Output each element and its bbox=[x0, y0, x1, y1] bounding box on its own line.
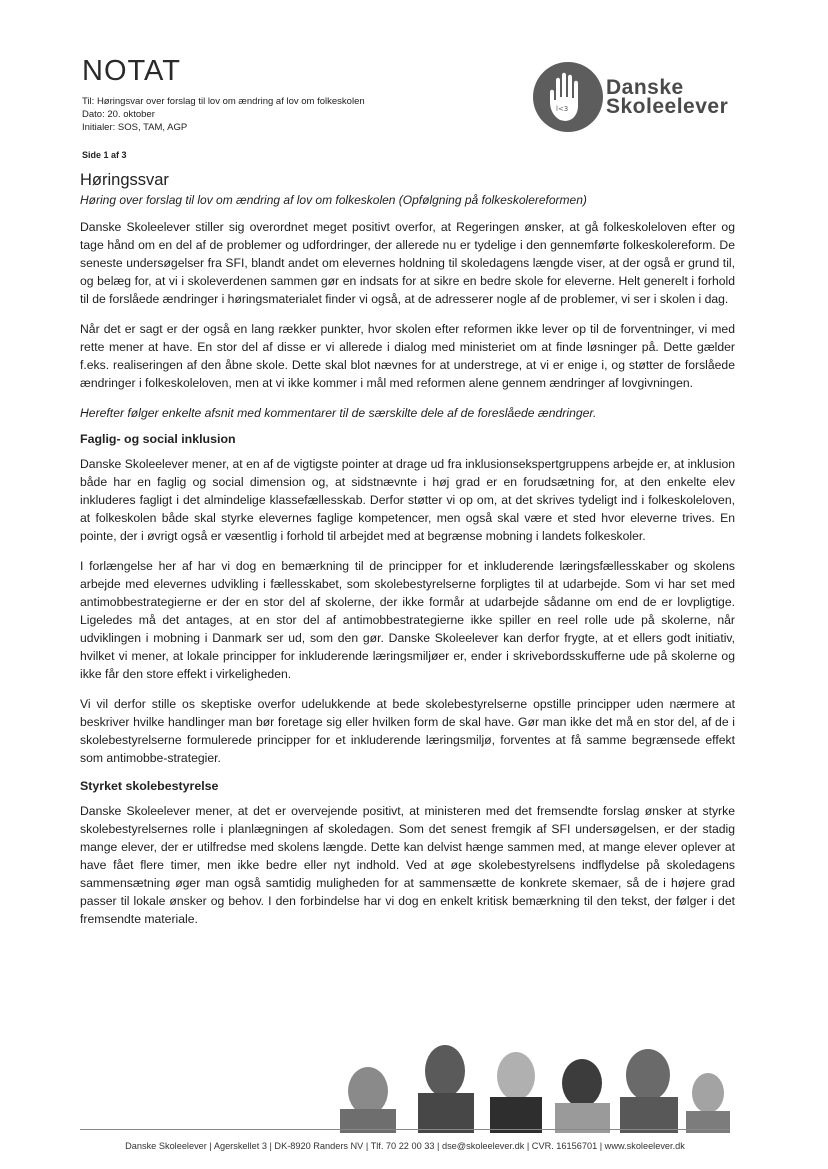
student-figure bbox=[418, 1093, 474, 1133]
paragraph-school-board: Danske Skoleelever mener, at det er overvejende positivt, at ministeren med det fremsendte forslag ønsker at styrke skolebestyrelsernes rolle i planlægningen af skoledagen. Som det senest fremgik af SFI undersøgelsen, er der stadig mange elever, der er utilfredse med skolens længde. Dette kan delvist hænge sammen med, at mange elever oplever at have fået flere timer, men ikke bedre eller nyt indhold. Ved at øge skolebestyrelsens indflydelse på skoledagens sammensætning øger man også samtidig muligheden for at sammensætte de konkrete skemaer, så de i højere grad passer til lokale ønsker og behov. I den forbindelse har vi dog en enkelt kritisk bemærkning til den tekst, der følger i det fremsendte materiale. bbox=[80, 804, 735, 926]
paragraph-intro: Danske Skoleelever stiller sig overordnet meget positivt overfor, at Regeringen ønsker, at gå folkeskoleloven efter og tage hånd om en del af de problemer og udfordringer, der allerede nu er tydelige i den gennemførte folkeskolereform. De seneste undersøgelser fra SFI, blandt andet om elevernes holdning til skoledagens længde viser, at der også er grund til, og belæg for, at vi i skoleverdenen sammen gør en indsats for at sikre en bedre skole for eleverne. Helt generelt i forhold til de forslåede ændringer i høringsmaterialet finder vi også, at de adresserer nogle af de problemer, vi ser i skolen i dag. bbox=[80, 220, 735, 306]
memo-to-line: Til: Høringsvar over forslag til lov om ændring af lov om folkeskolen bbox=[82, 96, 365, 107]
memo-initials-line: Initialer: SOS, TAM, AGP bbox=[82, 122, 188, 134]
paragraph-note: Herefter følger enkelte afsnit med kommentarer til de særskilte dele af de foreslåede ændringer. bbox=[80, 406, 597, 420]
paragraph-inclusion-1: Danske Skoleelever mener, at en af de vigtigste pointer at drage ud fra inklusionsekspertgruppens arbejde er, at inklusion både har en faglig og social dimension og, at sidstnævnte i høj grad er en forudsætning for, at den enkelte elev inkluderes fagligt i det almindelige klassefællesskab. Derfor støtter vi op om, at det skrives tydeligt ind i folkeskoleloven, at folkeskolen både skal styrke elevernes faglige kompetencer, men også skal være et sted hvor eleverne trives. En pointe, der i øvrigt også er væsentlig i forhold til arbejdet med at begrænse mobning i landets folkeskoler. bbox=[80, 457, 735, 543]
organization-logo bbox=[533, 62, 763, 134]
document-body bbox=[80, 171, 735, 940]
students-photo-strip bbox=[330, 1033, 730, 1133]
logo-circle bbox=[533, 62, 603, 132]
students-photo bbox=[330, 1033, 730, 1133]
hand-icon bbox=[533, 62, 603, 132]
document-title: NOTAT bbox=[82, 55, 181, 87]
paragraph-inclusion-3: Vi vil derfor stille os skeptiske overfor udelukkende at bede skolebestyrelserne opstille principper uden nærmere at beskriver hvilke handlinger man bør foretage sig eller hvilken form de skal have. Gør man ikke det må en stor del, af de i skolebestyrelserne formulerede principper for et inkluderende læringsmiljø, forventes at få samme begrænsede effekt som antimobbe-strategier. bbox=[80, 697, 735, 765]
student-figure bbox=[620, 1097, 678, 1133]
section-title: Høringssvar bbox=[80, 171, 169, 189]
section-subtitle: Høring over forslag til lov om ændring af lov om folkeskolen (Opfølgning på folkeskolereformen) bbox=[80, 193, 587, 207]
student-figure bbox=[425, 1045, 465, 1097]
memo-meta bbox=[82, 95, 365, 135]
heading-inclusion: Faglig- og social inklusion bbox=[80, 432, 236, 446]
student-figure bbox=[490, 1097, 542, 1133]
paragraph-inclusion-2: I forlængelse her af har vi dog en bemærkning til de principper for et inkluderende læringsfællesskaber og skolens arbejde med elevernes udvikling i fællesskabet, som skolebestyrelserne forpligtes til at udarbejde. Som vi har set med antimobbestrategierne er der en stor del af skolerne, der ikke formår at udarbejde sådanne om end de er lovpligtige. Ligeledes må det antages, at en stor del af antimobbestrategierne ikke spiller en reel rolle ude på skolerne, når udviklingen i mobning i Danmark ser ud, som den gør. Danske Skoleelever kan derfor frygte, at et ellers godt initiativ, hvilket vi mener, at lokale principper for inkluderende læringsmiljøer er, ender i skrivebordsskufferne ude på skolerne og ikke får den store effekt i virkeligheden. bbox=[80, 559, 735, 681]
page-number: Side 1 af 3 bbox=[82, 150, 127, 160]
footer-divider bbox=[80, 1129, 730, 1130]
student-figure bbox=[497, 1052, 535, 1100]
student-figure bbox=[562, 1059, 602, 1107]
logo-text bbox=[606, 78, 728, 116]
student-figure bbox=[626, 1049, 670, 1101]
footer-contact: Danske Skoleelever | Agerskellet 3 | DK-8920 Randers NV | Tlf. 70 22 00 33 | dse@skoleelever.dk | CVR. 16156701 | www.skoleelever.dk bbox=[125, 1141, 685, 1151]
memo-date-line: Dato: 20. oktober bbox=[82, 109, 155, 121]
paragraph-reform: Når det er sagt er der også en lang rækker punkter, hvor skolen efter reformen ikke lever op til de forventninger, vi med rette mener at have. En stor del af disse er vi allerede i dialog med ministeriet om at finde løsninger på. Dette gælder f.eks. realiseringen af den åbne skole. Dette skal blot nævnes for at understrege, at vi er enige i, og støtter de forslåede ændringer i folkeskoleloven, men at vi ikke kommer i mål med reformen alene gennem ændringer af lovgivningen. bbox=[80, 322, 735, 390]
logo-line-2: Skoleelever bbox=[606, 95, 729, 118]
student-figure bbox=[692, 1073, 724, 1113]
heading-school-board: Styrket skolebestyrelse bbox=[80, 779, 219, 793]
logo-line-1: Danske bbox=[606, 76, 684, 99]
svg-text:l<3: l<3 bbox=[556, 105, 569, 113]
student-figure bbox=[348, 1067, 388, 1115]
